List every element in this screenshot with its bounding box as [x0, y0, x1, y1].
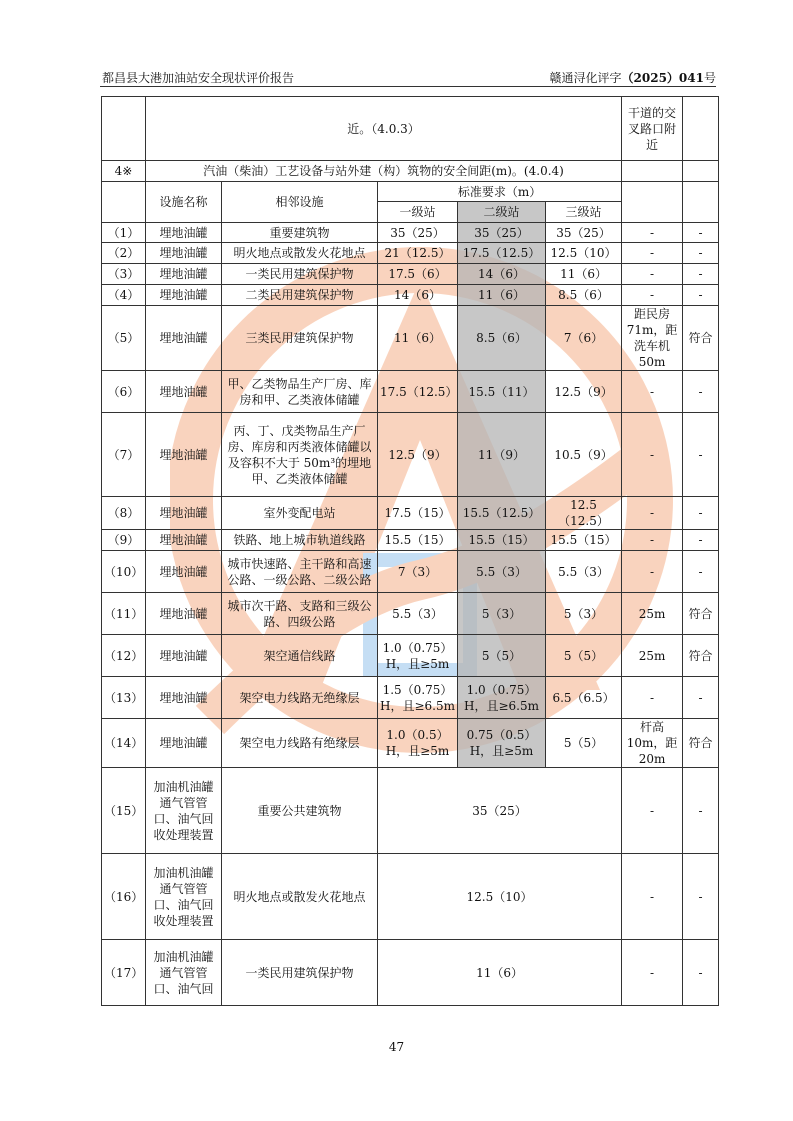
row-number: （10）: [102, 551, 146, 593]
row-number: （16）: [102, 854, 146, 940]
facility-name: 埋地油罐: [146, 677, 222, 719]
grade3-value: 6.5（6.5）: [546, 677, 622, 719]
actual-distance: -: [622, 530, 683, 551]
table-row: [102, 223, 719, 243]
adjacent-facility: 城市次干路、支路和三级公路、四级公路: [222, 593, 378, 635]
actual-distance: -: [622, 413, 683, 497]
adjacent-facility: 架空电力线路有绝缘层: [222, 719, 378, 768]
adjacent-facility: 架空电力线路无绝缘层: [222, 677, 378, 719]
grade3-value: 12.5（9）: [546, 371, 622, 413]
adjacent-facility: 城市快速路、主干路和高速公路、一级公路、二级公路: [222, 551, 378, 593]
result: -: [683, 413, 719, 497]
facility-name: 埋地油罐: [146, 593, 222, 635]
grade2-value: 15.5（15）: [458, 530, 546, 551]
grade3-value: 12.5（12.5）: [546, 497, 622, 530]
grade3-value: 5（3）: [546, 593, 622, 635]
result: -: [683, 551, 719, 593]
facility-name: 埋地油罐: [146, 371, 222, 413]
result: -: [683, 371, 719, 413]
col-standard: 标准要求（m）: [378, 182, 622, 202]
row-number: （9）: [102, 530, 146, 551]
grade2-value: 5（5）: [458, 635, 546, 677]
grade2-value: 11（6）: [458, 285, 546, 306]
grade1-value: 1.0（0.75）H，且≥5m: [378, 635, 458, 677]
actual-distance: -: [622, 497, 683, 530]
actual-distance: 25m: [622, 635, 683, 677]
table-row: [102, 306, 719, 371]
standard-value: 35（25）: [378, 768, 622, 854]
col-grade2: 二级站: [458, 202, 546, 223]
col-adjacent: 相邻设施: [222, 182, 378, 223]
safety-distance-table: [101, 96, 719, 1006]
row-number: （11）: [102, 593, 146, 635]
actual-distance: -: [622, 854, 683, 940]
row-number: （12）: [102, 635, 146, 677]
result: -: [683, 285, 719, 306]
row-number: （4）: [102, 285, 146, 306]
grade3-value: 10.5（9）: [546, 413, 622, 497]
row-number: （5）: [102, 306, 146, 371]
facility-name: 埋地油罐: [146, 719, 222, 768]
row-number: （13）: [102, 677, 146, 719]
actual-distance: -: [622, 940, 683, 1006]
top-row-distance: 干道的交叉路口附近: [622, 97, 683, 161]
grade3-value: 11（6）: [546, 264, 622, 285]
facility-name: 加油机油罐通气管管口、油气回收处理装置: [146, 768, 222, 854]
table-row: [102, 768, 719, 854]
adjacent-facility: 室外变配电站: [222, 497, 378, 530]
actual-distance: -: [622, 223, 683, 243]
grade1-value: 14（6）: [378, 285, 458, 306]
grade2-value: 14（6）: [458, 264, 546, 285]
grade3-value: 5（5）: [546, 719, 622, 768]
table-row: [102, 497, 719, 530]
grade1-value: 1.5（0.75）H，且≥6.5m: [378, 677, 458, 719]
row-number: （7）: [102, 413, 146, 497]
adjacent-facility: 铁路、地上城市轨道线路: [222, 530, 378, 551]
result: 符合: [683, 306, 719, 371]
result: 符合: [683, 593, 719, 635]
report-title: 都昌县大港加油站安全现状评价报告: [102, 71, 295, 85]
grade1-value: 1.0（0.5）H，且≥5m: [378, 719, 458, 768]
result: -: [683, 223, 719, 243]
result: -: [683, 264, 719, 285]
standard-value: 12.5（10）: [378, 854, 622, 940]
result: 符合: [683, 719, 719, 768]
facility-name: 埋地油罐: [146, 635, 222, 677]
row-number: （17）: [102, 940, 146, 1006]
adjacent-facility: 重要建筑物: [222, 223, 378, 243]
actual-distance: -: [622, 264, 683, 285]
col-facility: 设施名称: [146, 182, 222, 223]
grade3-value: 35（25）: [546, 223, 622, 243]
col-grade3: 三级站: [546, 202, 622, 223]
adjacent-facility: 二类民用建筑保护物: [222, 285, 378, 306]
result: 符合: [683, 635, 719, 677]
grade2-value: 17.5（12.5）: [458, 243, 546, 264]
actual-distance: 杆高10m，距 20m: [622, 719, 683, 768]
table-row: [102, 371, 719, 413]
table-row: [102, 854, 719, 940]
page-number: 47: [388, 1040, 405, 1054]
table-row: [102, 285, 719, 306]
actual-distance: -: [622, 551, 683, 593]
grade2-value: 8.5（6）: [458, 306, 546, 371]
actual-distance: 25m: [622, 593, 683, 635]
grade2-value: 15.5（12.5）: [458, 497, 546, 530]
adjacent-facility: 一类民用建筑保护物: [222, 264, 378, 285]
grade1-value: 11（6）: [378, 306, 458, 371]
table-row: [102, 97, 719, 161]
adjacent-facility: 明火地点或散发火花地点: [222, 854, 378, 940]
grade1-value: 17.5（15）: [378, 497, 458, 530]
result: -: [683, 677, 719, 719]
grade2-value: 5.5（3）: [458, 551, 546, 593]
result: -: [683, 530, 719, 551]
row-number: （2）: [102, 243, 146, 264]
result: -: [683, 243, 719, 264]
row-number: （6）: [102, 371, 146, 413]
table-row: [102, 635, 719, 677]
grade3-value: 15.5（15）: [546, 530, 622, 551]
actual-distance: -: [622, 677, 683, 719]
column-header-row: [102, 182, 719, 202]
table-row: [102, 413, 719, 497]
result: -: [683, 854, 719, 940]
row-number: （15）: [102, 768, 146, 854]
adjacent-facility: 三类民用建筑保护物: [222, 306, 378, 371]
grade2-value: 5（3）: [458, 593, 546, 635]
adjacent-facility: 一类民用建筑保护物: [222, 940, 378, 1006]
facility-name: 埋地油罐: [146, 223, 222, 243]
report-number: 赣通浔化评字（2025）041号: [549, 71, 716, 85]
grade1-value: 35（25）: [378, 223, 458, 243]
facility-name: 埋地油罐: [146, 264, 222, 285]
facility-name: 加油机油罐通气管管口、油气回: [146, 940, 222, 1006]
table-row: [102, 719, 719, 768]
grade1-value: 17.5（12.5）: [378, 371, 458, 413]
grade2-value: 1.0（0.75）H，且≥6.5m: [458, 677, 546, 719]
table-row: [102, 593, 719, 635]
actual-distance: 距民房71m，距洗车机50m: [622, 306, 683, 371]
grade1-value: 21（12.5）: [378, 243, 458, 264]
facility-name: 埋地油罐: [146, 530, 222, 551]
result: -: [683, 768, 719, 854]
adjacent-facility: 重要公共建筑物: [222, 768, 378, 854]
adjacent-facility: 丙、丁、戊类物品生产厂房、库房和丙类液体储罐以及容积不大于 50m³的埋地甲、乙类液体储罐: [222, 413, 378, 497]
top-row-text: 近。（4.0.3）: [146, 97, 622, 161]
grade3-value: 12.5（10）: [546, 243, 622, 264]
grade3-value: 7（6）: [546, 306, 622, 371]
grade3-value: 5.5（3）: [546, 551, 622, 593]
facility-name: 埋地油罐: [146, 243, 222, 264]
col-grade1: 一级站: [378, 202, 458, 223]
actual-distance: -: [622, 768, 683, 854]
row-number: （14）: [102, 719, 146, 768]
grade2-value: 35（25）: [458, 223, 546, 243]
section-number: 4※: [102, 161, 146, 182]
grade2-value: 0.75（0.5）H，且≥5m: [458, 719, 546, 768]
actual-distance: -: [622, 243, 683, 264]
adjacent-facility: 甲、乙类物品生产厂房、库房和甲、乙类液体储罐: [222, 371, 378, 413]
facility-name: 埋地油罐: [146, 413, 222, 497]
grade1-value: 15.5（15）: [378, 530, 458, 551]
table-row: [102, 264, 719, 285]
facility-name: 埋地油罐: [146, 497, 222, 530]
grade3-value: 5（5）: [546, 635, 622, 677]
grade2-value: 15.5（11）: [458, 371, 546, 413]
page-header: [100, 68, 716, 87]
row-number: （3）: [102, 264, 146, 285]
table-row: [102, 551, 719, 593]
table-row: [102, 530, 719, 551]
grade3-value: 8.5（6）: [546, 285, 622, 306]
table-row: [102, 940, 719, 1006]
section-row: [102, 161, 719, 182]
grade2-value: 11（9）: [458, 413, 546, 497]
actual-distance: -: [622, 371, 683, 413]
result: -: [683, 497, 719, 530]
table-row: [102, 243, 719, 264]
facility-name: 埋地油罐: [146, 306, 222, 371]
adjacent-facility: 明火地点或散发火花地点: [222, 243, 378, 264]
table-row: [102, 677, 719, 719]
adjacent-facility: 架空通信线路: [222, 635, 378, 677]
grade1-value: 5.5（3）: [378, 593, 458, 635]
grade1-value: 7（3）: [378, 551, 458, 593]
grade1-value: 12.5（9）: [378, 413, 458, 497]
standard-value: 11（6）: [378, 940, 622, 1006]
facility-name: 埋地油罐: [146, 285, 222, 306]
actual-distance: -: [622, 285, 683, 306]
facility-name: 埋地油罐: [146, 551, 222, 593]
row-number: （1）: [102, 223, 146, 243]
grade1-value: 17.5（6）: [378, 264, 458, 285]
row-number: （8）: [102, 497, 146, 530]
section-title: 汽油（柴油）工艺设备与站外建（构）筑物的安全间距(m)。(4.0.4): [146, 161, 622, 182]
result: -: [683, 940, 719, 1006]
facility-name: 加油机油罐通气管管口、油气回收处理装置: [146, 854, 222, 940]
